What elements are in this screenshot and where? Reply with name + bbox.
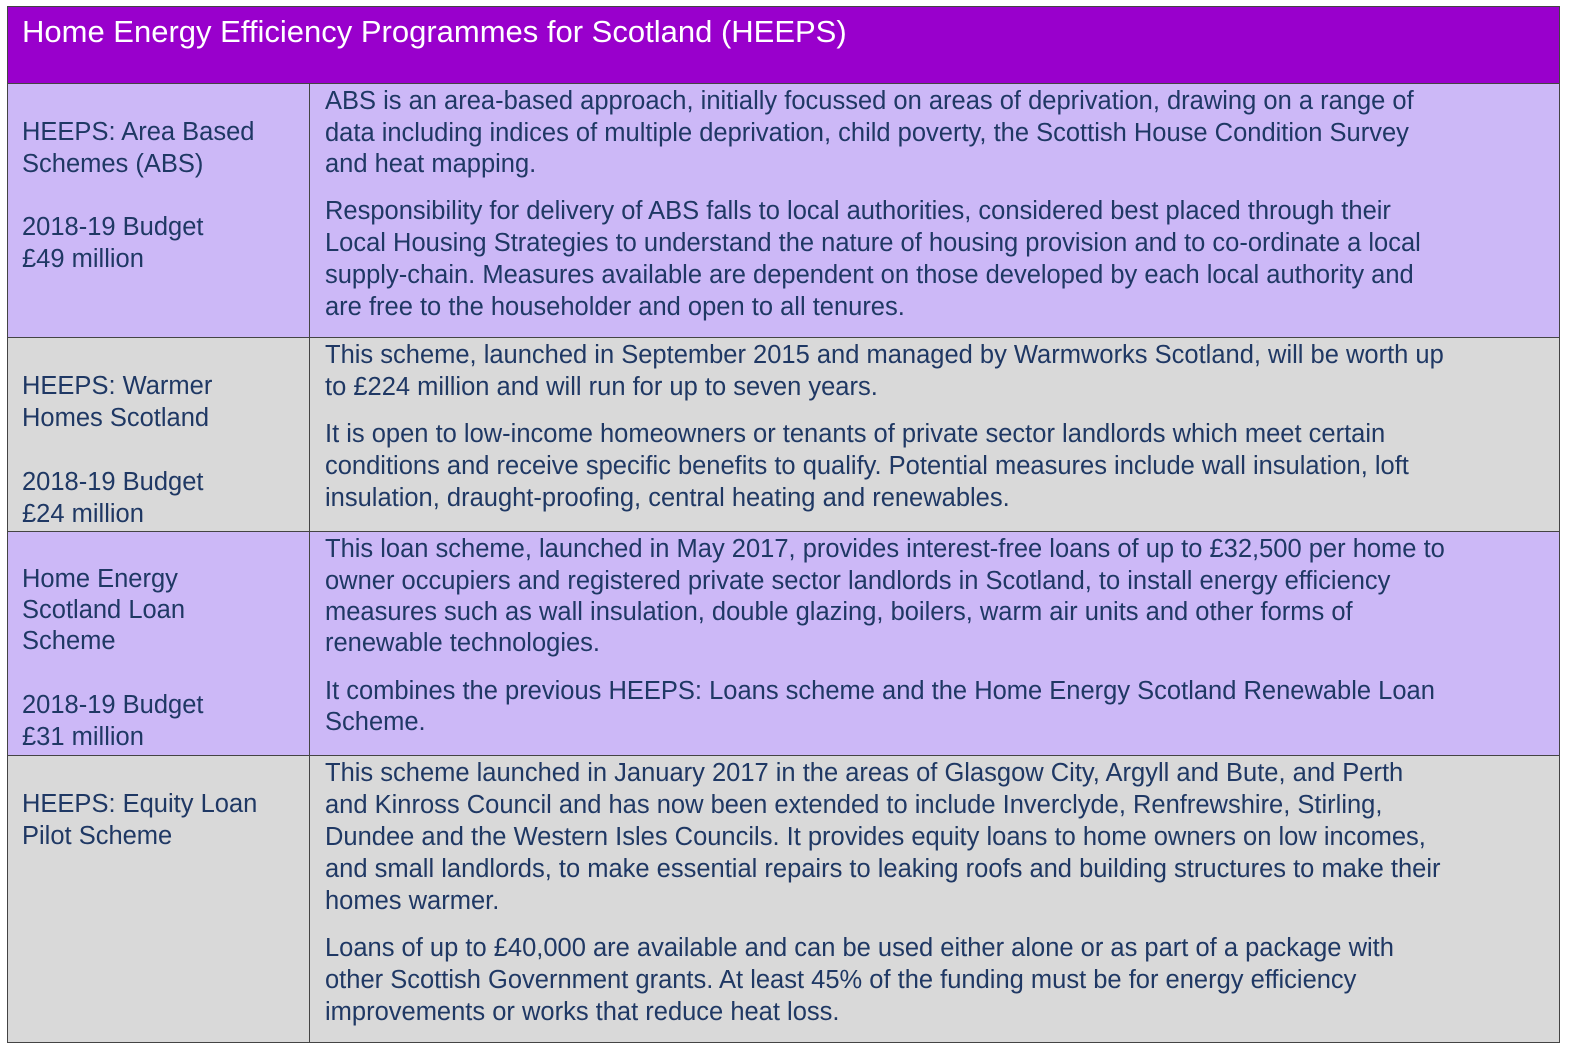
programme-name-cell xyxy=(8,84,310,338)
budget-label: 2018-19 Budget xyxy=(22,468,204,496)
programme-name-line: Pilot Scheme xyxy=(22,822,173,850)
description-line: and heat mapping. xyxy=(325,150,537,178)
description-line: It is open to low-income homeowners or tenants of private sector landlords which meet certain xyxy=(325,420,1386,448)
description-line: ABS is an area-based approach, initially focussed on areas of deprivation, drawing on a range of xyxy=(325,87,1414,115)
programme-row-hes-loan xyxy=(8,531,1559,756)
programme-name-line: Scheme xyxy=(22,627,116,655)
description-line: other Scottish Government grants. At least 45% of the funding must be for energy efficiency xyxy=(325,966,1357,994)
description-line: It combines the previous HEEPS: Loans scheme and the Home Energy Scotland Renewable Loan xyxy=(325,677,1435,705)
programme-name-line: Homes Scotland xyxy=(22,404,210,432)
description-line: insulation, draught-proofing, central heating and renewables. xyxy=(325,484,1010,512)
programme-row-warmer-homes xyxy=(8,337,1559,532)
description-line: Loans of up to £40,000 are available and can be used either alone or as part of a package with xyxy=(325,934,1394,962)
budget-amount: £49 million xyxy=(22,245,144,273)
programme-name-cell xyxy=(8,532,310,756)
programme-description-cell xyxy=(311,532,1559,756)
description-line: This loan scheme, launched in May 2017, provides interest-free loans of up to £32,500 per home to xyxy=(325,535,1445,563)
description-line: conditions and receive specific benefits to qualify. Potential measures include wall insulation, loft xyxy=(325,452,1409,480)
description-line: homes warmer. xyxy=(325,887,500,915)
programme-name-line: Schemes (ABS) xyxy=(22,150,204,178)
table-title: Home Energy Efficiency Programmes for Scotland (HEEPS) xyxy=(22,14,847,49)
description-line: Dundee and the Western Isles Councils. It provides equity loans to home owners on low incomes, xyxy=(325,823,1426,851)
description-line: data including indices of multiple deprivation, child poverty, the Scottish House Condition Survey xyxy=(325,119,1409,147)
description-line: and Kinross Council and has now been extended to include Inverclyde, Renfrewshire, Stirling, xyxy=(325,791,1383,819)
description-line: This scheme launched in January 2017 in the areas of Glasgow City, Argyll and Bute, and Perth xyxy=(325,759,1404,787)
programme-name-line: Home Energy xyxy=(22,565,178,593)
description-line: improvements or works that reduce heat loss. xyxy=(325,998,840,1026)
budget-amount: £24 million xyxy=(22,500,144,528)
description-line: renewable technologies. xyxy=(325,629,601,657)
description-line: supply-chain. Measures available are dependent on those developed by each local authority and xyxy=(325,261,1414,289)
description-line: measures such as wall insulation, double glazing, boilers, warm air units and other forms of xyxy=(325,598,1353,626)
description-line: to £224 million and will run for up to seven years. xyxy=(325,373,878,401)
budget-label: 2018-19 Budget xyxy=(22,213,204,241)
programme-name-line: HEEPS: Area Based xyxy=(22,118,255,146)
description-line: owner occupiers and registered private sector landlords in Scotland, to install energy efficiency xyxy=(325,567,1391,595)
description-line: Responsibility for delivery of ABS falls to local authorities, considered best placed through their xyxy=(325,197,1391,225)
programme-name-cell xyxy=(8,756,310,1042)
budget-amount: £31 million xyxy=(22,723,144,751)
programme-description-cell xyxy=(311,84,1559,338)
table-header xyxy=(8,7,1559,84)
description-line: and small landlords, to make essential repairs to leaking roofs and building structures to make their xyxy=(325,855,1441,883)
programme-description-cell xyxy=(311,338,1559,532)
description-line: This scheme, launched in September 2015 and managed by Warmworks Scotland, will be worth up xyxy=(325,341,1444,369)
budget-label: 2018-19 Budget xyxy=(22,691,204,719)
programme-row-abs xyxy=(8,83,1559,338)
description-line: Scheme. xyxy=(325,708,426,736)
programme-name-line: Scotland Loan xyxy=(22,596,186,624)
programme-name-line: HEEPS: Warmer xyxy=(22,372,213,400)
description-line: Local Housing Strategies to understand the nature of housing provision and to co-ordinate a local xyxy=(325,229,1421,257)
heeps-table xyxy=(7,6,1560,1043)
programme-name-line: HEEPS: Equity Loan xyxy=(22,790,258,818)
programme-name-cell xyxy=(8,338,310,532)
programme-row-equity-loan xyxy=(8,755,1559,1042)
programme-description-cell xyxy=(311,756,1559,1042)
description-line: are free to the householder and open to all tenures. xyxy=(325,293,905,321)
